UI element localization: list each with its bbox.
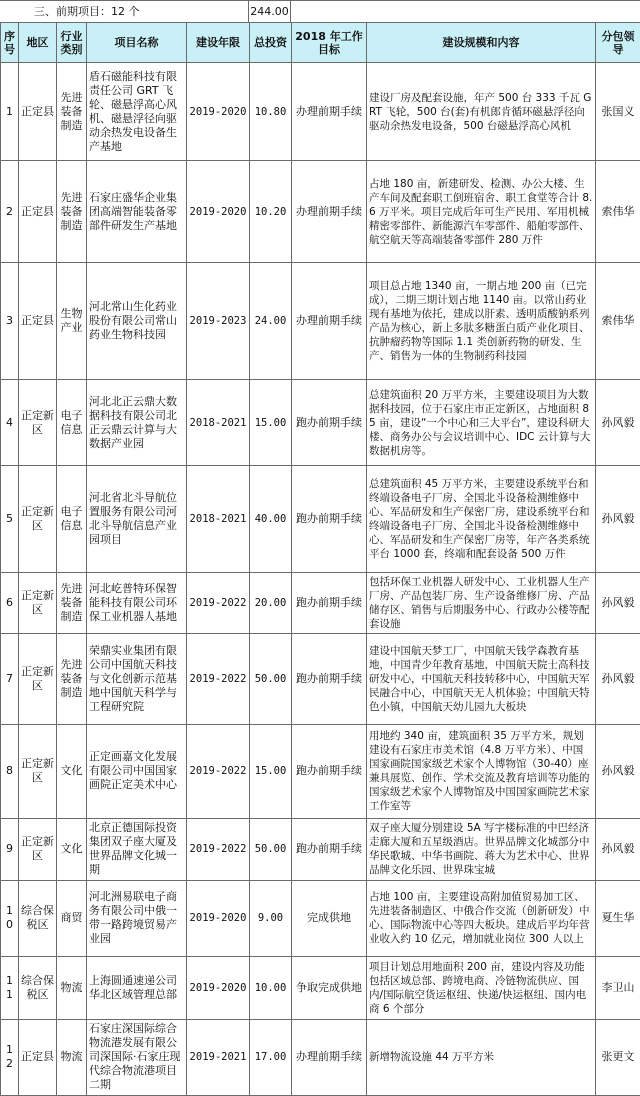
section-header	[0, 0, 640, 22]
header-scale: 建设规模和内容	[367, 23, 596, 63]
cell-project-name: 河北省北斗导航位置服务有限公司河北斗导航信息产业园项目	[87, 466, 187, 573]
cell-project-name: 正定画嘉文化发展有限公司中国国家画院正定美术中心	[87, 724, 187, 818]
cell-investment: 50.00	[250, 633, 292, 724]
section-blank	[291, 1, 640, 22]
cell-seq: 4	[1, 380, 19, 466]
table-row	[1, 573, 640, 633]
cell-area: 正定新区	[19, 573, 57, 633]
cell-project-name: 河北屹普特环保智能科技有限公司环保工业机器人基地	[87, 573, 187, 633]
table-row	[1, 956, 640, 1019]
cell-years: 2019-2022	[187, 633, 250, 724]
cell-project-name: 北京正德国际投资集团双子座大厦及世界品牌文化城一期	[87, 818, 187, 880]
cell-project-name: 荣鼎实业集团有限公司中国航天科技与文化创新示范基地中国航天科学与工程研究院	[87, 633, 187, 724]
cell-years: 2019-2022	[187, 818, 250, 880]
cell-area: 正定新区	[19, 380, 57, 466]
cell-area: 正定新区	[19, 633, 57, 724]
cell-industry: 先进装备制造	[57, 573, 87, 633]
cell-goal: 完成供地	[292, 880, 367, 956]
cell-seq: 7	[1, 633, 19, 724]
cell-industry: 先进装备制造	[57, 161, 87, 263]
cell-investment: 50.00	[250, 818, 292, 880]
table-row	[1, 380, 640, 466]
cell-goal: 跑办前期手续	[292, 466, 367, 573]
cell-leader: 孙风毅	[596, 466, 640, 573]
cell-leader: 孙风毅	[596, 633, 640, 724]
cell-area: 综合保税区	[19, 956, 57, 1019]
cell-area: 正定县	[19, 263, 57, 380]
cell-investment: 40.00	[250, 466, 292, 573]
cell-investment: 17.00	[250, 1019, 292, 1095]
header-name: 项目名称	[87, 23, 187, 63]
section-label: 三、前期项目：12 个	[0, 1, 249, 22]
cell-scale: 项目计划总用地面积 200 亩，建设内容及功能包括区域总部、跨境电商、冷链物流供应、国内/国际航空货运枢纽、快递/快运枢纽、国内电商 6 个部分	[367, 956, 596, 1019]
cell-goal: 办理前期手续	[292, 1019, 367, 1095]
cell-seq: 8	[1, 724, 19, 818]
cell-years: 2018-2021	[187, 380, 250, 466]
cell-area: 正定县	[19, 1019, 57, 1095]
cell-years: 2019-2020	[187, 956, 250, 1019]
cell-industry: 文化	[57, 724, 87, 818]
cell-goal: 跑办前期手续	[292, 380, 367, 466]
cell-industry: 文化	[57, 818, 87, 880]
cell-project-name: 河北洲易联电子商务有限公司中俄一带一路跨境贸易产业园	[87, 880, 187, 956]
cell-industry: 电子信息	[57, 380, 87, 466]
cell-investment: 10.80	[250, 63, 292, 161]
cell-years: 2019-2022	[187, 573, 250, 633]
cell-project-name: 石家庄盛华企业集团高端智能装备零部件研发生产基地	[87, 161, 187, 263]
cell-goal: 争取完成供地	[292, 956, 367, 1019]
cell-industry: 物流	[57, 1019, 87, 1095]
cell-leader: 夏生华	[596, 880, 640, 956]
cell-leader: 张国义	[596, 63, 640, 161]
cell-scale: 建设厂房及配套设施，年产 500 台 333 千瓦 GRT 飞轮，500 台(套)有机郎肯循环磁悬浮径向驱动余热发电设备，500 台磁悬浮高心风机	[367, 63, 596, 161]
table-row	[1, 633, 640, 724]
cell-investment: 15.00	[250, 380, 292, 466]
cell-seq: 10	[1, 880, 19, 956]
cell-scale: 用地约 340 亩，建筑面积 35 万平方米，规划建设有石家庄市美术馆（4.8 万平方米）、中国国家画院国家级艺术家个人博物馆（30-40）座兼具展览、创作、学术交流及教育培训等功能的国家级艺术家个人博物馆及中国国家画院艺术家工作室等	[367, 724, 596, 818]
cell-industry: 物流	[57, 956, 87, 1019]
header-seq: 序号	[1, 23, 19, 63]
cell-leader: 索伟华	[596, 263, 640, 380]
cell-leader: 孙风毅	[596, 724, 640, 818]
cell-project-name: 上海圆通速递公司华北区域管理总部	[87, 956, 187, 1019]
cell-investment: 10.20	[250, 161, 292, 263]
cell-scale: 新增物流设施 44 万平方米	[367, 1019, 596, 1095]
table-row	[1, 818, 640, 880]
cell-area: 正定新区	[19, 724, 57, 818]
cell-scale: 建设中国航天梦工厂，中国航天钱学森教育基地，中国青少年教育基地，中国航天院士高科技研发中心，中国航天科技转移中心，中国航天军民融合中心，中国航天无人机体验；中国航天特色小镇，中国航天幼儿园九大板块	[367, 633, 596, 724]
header-area: 地区	[19, 23, 57, 63]
cell-years: 2018-2021	[187, 466, 250, 573]
cell-goal: 跑办前期手续	[292, 633, 367, 724]
cell-seq: 12	[1, 1019, 19, 1095]
cell-years: 2019-2020	[187, 161, 250, 263]
cell-investment: 10.00	[250, 956, 292, 1019]
cell-seq: 11	[1, 956, 19, 1019]
cell-scale: 总建筑面积 45 万平方米，主要建设系统平台和终端设备电子厂房、全国北斗设备检测维修中心、军品研发和生产保密厂房，建设系统平台和终端设备电子厂房、全国北斗设备检测维修中心、军品研发和生产保密厂房等，年产各类系统平台 1000 套，终端和配套设备 500 万件	[367, 466, 596, 573]
cell-years: 2019-2021	[187, 1019, 250, 1095]
section-total-investment: 244.00	[249, 1, 291, 22]
cell-project-name: 石家庄深国际综合物流港发展有限公司深国际·石家庄现代综合物流港项目二期	[87, 1019, 187, 1095]
cell-leader: 张更文	[596, 1019, 640, 1095]
cell-industry: 先进装备制造	[57, 633, 87, 724]
cell-scale: 项目总占地 1340 亩，一期占地 200 亩（已完成），二期三期计划占地 1140 亩。以常山药业现有基地为依托，建成以肝素、透明质酸钠系列产品为核心，新上多肽多糖蛋白质产业化项目、抗肿瘤药物等国际 1.1 类创新药物的研发、生产、销售为一体的生物制药科技园	[367, 263, 596, 380]
cell-area: 综合保税区	[19, 880, 57, 956]
cell-project-name: 河北常山生化药业股份有限公司常山药业生物科技园	[87, 263, 187, 380]
cell-years: 2019-2020	[187, 63, 250, 161]
header-investment: 总投资	[250, 23, 292, 63]
cell-project-name: 盾石磁能科技有限责任公司 GRT 飞轮、磁悬浮高心风机、磁悬浮径向驱动余热发电设备生产基地	[87, 63, 187, 161]
cell-industry: 生物产业	[57, 263, 87, 380]
cell-leader: 李卫山	[596, 956, 640, 1019]
cell-investment: 15.00	[250, 724, 292, 818]
table-row	[1, 161, 640, 263]
cell-area: 正定新区	[19, 466, 57, 573]
cell-years: 2019-2020	[187, 880, 250, 956]
cell-area: 正定县	[19, 161, 57, 263]
cell-investment: 24.00	[250, 263, 292, 380]
cell-goal: 办理前期手续	[292, 263, 367, 380]
cell-seq: 3	[1, 263, 19, 380]
header-goal: 2018 年工作目标	[292, 23, 367, 63]
header-leader: 分包领导	[596, 23, 640, 63]
cell-scale: 占地 100 亩，主要建设高附加值贸易加工区、先进装备制造区、中俄合作交流（创新研发）中心、国际物流中心等四大板块。建成后平均年营业收入约 10 亿元，增加就业岗位 300 人以上	[367, 880, 596, 956]
cell-leader: 孙风毅	[596, 380, 640, 466]
cell-leader: 孙风毅	[596, 818, 640, 880]
header-row	[1, 23, 640, 63]
cell-years: 2019-2023	[187, 263, 250, 380]
cell-leader: 孙风毅	[596, 573, 640, 633]
table-row	[1, 263, 640, 380]
cell-industry: 商贸	[57, 880, 87, 956]
cell-seq: 2	[1, 161, 19, 263]
cell-leader: 索伟华	[596, 161, 640, 263]
cell-scale: 包括环保工业机器人研发中心、工业机器人生产厂房、产品包装厂房、生产设备维修厂房、产品储存区、销售与后期服务中心、行政办公楼等配套设施	[367, 573, 596, 633]
cell-goal: 办理前期手续	[292, 161, 367, 263]
cell-investment: 20.00	[250, 573, 292, 633]
project-table	[0, 22, 640, 1096]
table-row	[1, 466, 640, 573]
cell-goal: 跑办前期手续	[292, 724, 367, 818]
cell-industry: 先进装备制造	[57, 63, 87, 161]
table-row	[1, 63, 640, 161]
header-industry: 行业类别	[57, 23, 87, 63]
cell-industry: 电子信息	[57, 466, 87, 573]
cell-goal: 办理前期手续	[292, 63, 367, 161]
table-row	[1, 880, 640, 956]
cell-project-name: 河北北正云鼎大数据科技有限公司北正云鼎云计算与大数据产业园	[87, 380, 187, 466]
cell-scale: 双子座大厦分别建设 5A 写字楼标准的中巴经济走廊大厦和五星级酒店。世界品牌文化城部分中华民歌城、中华书画院、蒋大为艺术中心、世界品牌文化乐园、世界珠宝城	[367, 818, 596, 880]
cell-scale: 总建筑面积 20 万平方米，主要建设项目为大数据科技园，位于石家庄市正定新区，占地面积 85 亩，建设“一个中心和三大平台”，建设科研大楼、商务办公与会议培训中心、IDC 云计算与大数据机房等。	[367, 380, 596, 466]
table-row	[1, 724, 640, 818]
cell-seq: 1	[1, 63, 19, 161]
table-row	[1, 1019, 640, 1095]
cell-years: 2019-2022	[187, 724, 250, 818]
header-years: 建设年限	[187, 23, 250, 63]
cell-area: 正定县	[19, 63, 57, 161]
cell-goal: 跑办前期手续	[292, 573, 367, 633]
cell-investment: 9.00	[250, 880, 292, 956]
cell-seq: 9	[1, 818, 19, 880]
cell-seq: 5	[1, 466, 19, 573]
cell-goal: 跑办前期手续	[292, 818, 367, 880]
cell-scale: 占地 180 亩，新建研发、检测、办公大楼、生产车间及配套职工倒班宿舍、职工食堂等合计 8.6 万平米。项目完成后年可生产民用、军用机械精密零部件、新能源汽车零部件、船舶零部件、航空航天等高端装备零部件 280 万件	[367, 161, 596, 263]
cell-area: 正定新区	[19, 818, 57, 880]
cell-seq: 6	[1, 573, 19, 633]
